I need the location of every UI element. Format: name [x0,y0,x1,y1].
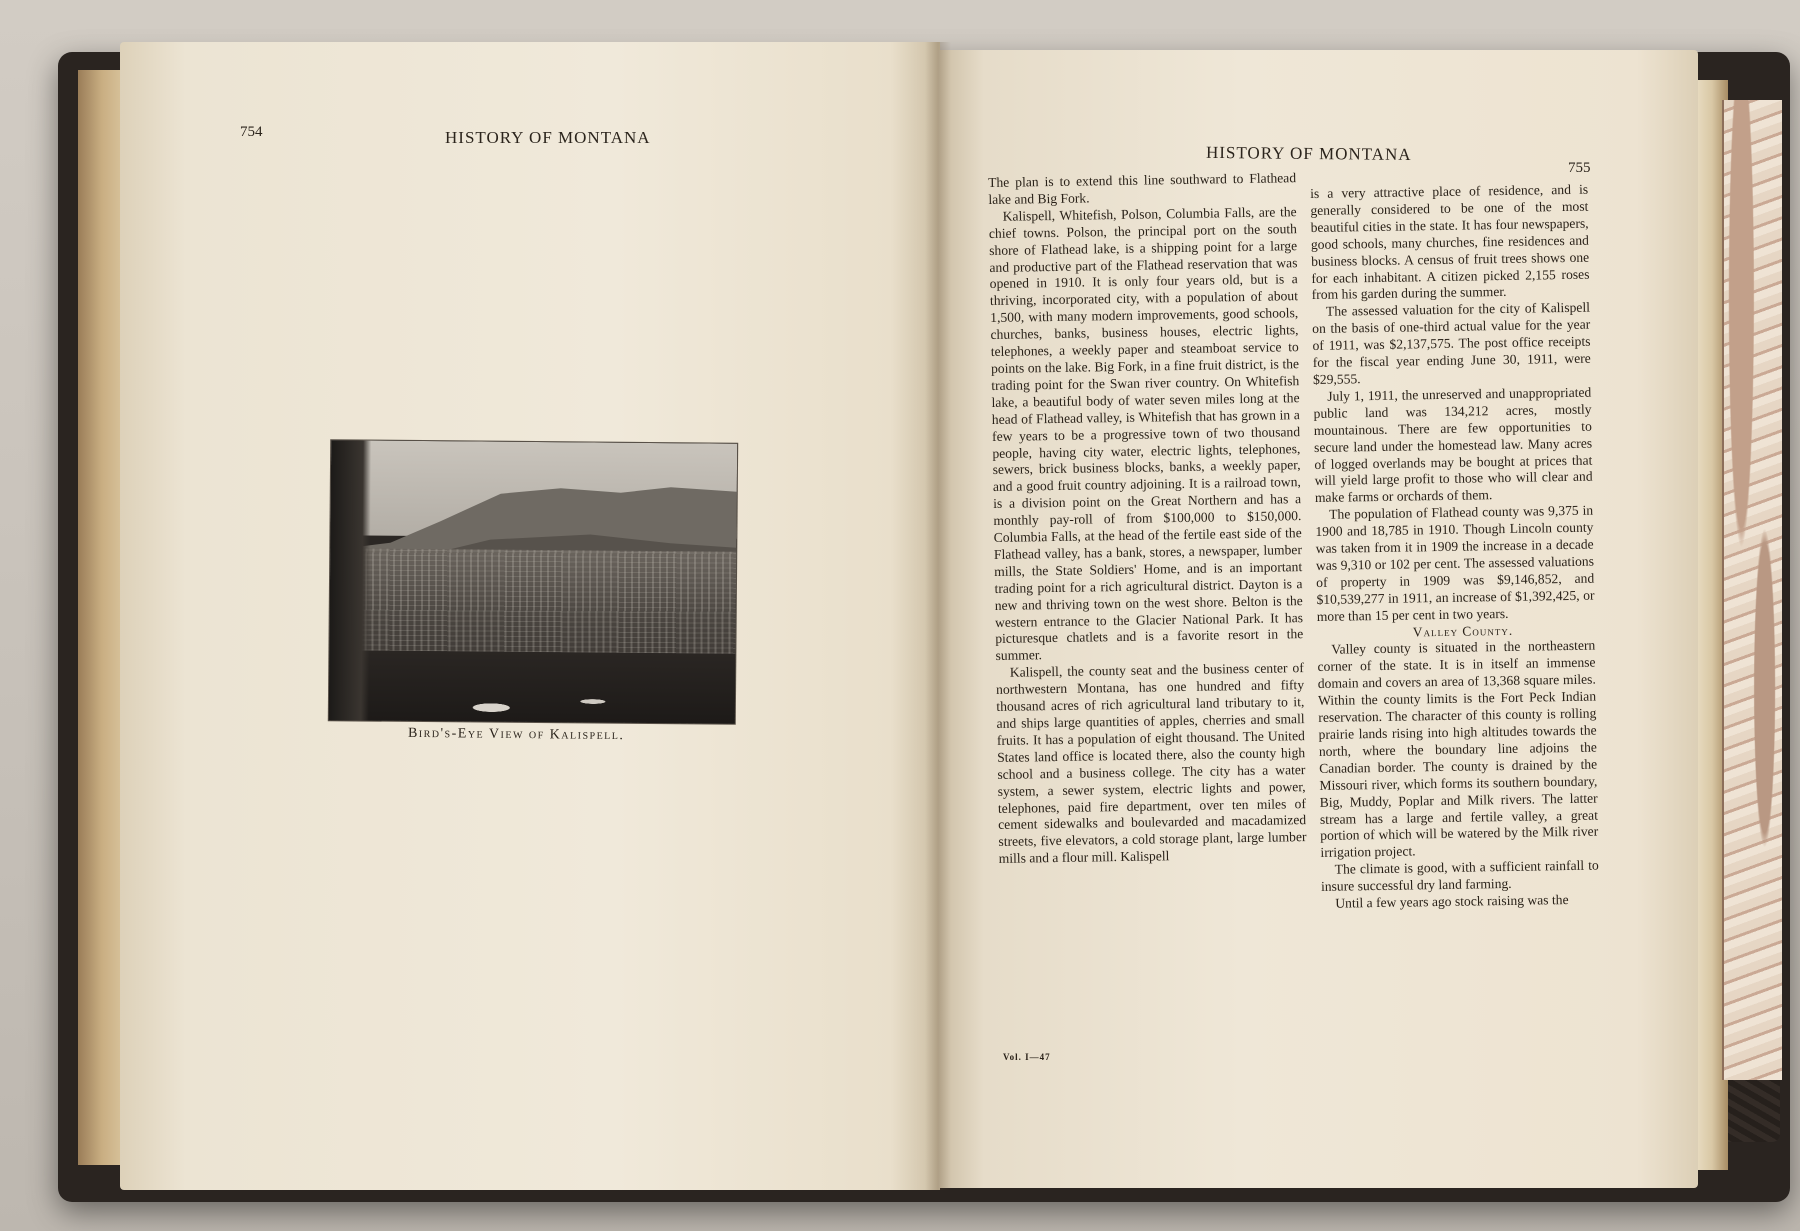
paragraph: is a very attractive place of residence, and is generally considered to be one of the most beautiful cities in the state. It has four newspapers, good schools, many churches, fine residences and business blocks. A census of fruit trees shows one for each inhabitant. A citizen picked 2,155 roses from his garden during the summer. [1310,181,1590,303]
paragraph: Kalispell, the county seat and the business center of northwestern Montana, has one hundred and fifty thousand acres of rich agricultural land tributary to it, and ships large quantities of apples, cherries and small fruits. It has a population of eight thousand. The United States land office is located there, also the county high school and a business college. The city has a water system, a sewer system, electric lights and power, telephones, paid fire department, over ten miles of cement sidewalks and boulevarded and macadamized streets, five elevators, a cold storage plant, large lumber mills and a flour mill. Kalispell [995,660,1307,867]
paragraph: Until a few years ago stock raising was the [1335,892,1569,911]
paragraph: Kalispell, Whitefish, Polson, Columbia Falls, are the chief towns. Polson, the principal port on the south shore of Flathead lake, is a shipping point for a large and productive part of the Flathead reservation that was opened in 1910. It is only four years old, but is a thriving, incorporated city, with a population of about 1,500, with many modern improvements, good schools, churches, banks, business houses, electric lights, telephones, a weekly paper and steamboat service to points on the lake. Big Fork, in a fine fruit district, is the trading point for the Swan river country. On Whitefish lake, a beautiful body of water seven miles long at the head of Flathead valley, is Whitefish that has grown in a few years to be a progressive town of two thousand people, having city water, electric lights, telephones, sewers, brick business blocks, banks, a weekly paper, and a good fruit country adjoining. It is a railroad town, is a division point on the Great Northern and has a monthly pay-roll of from $100,000 to $150,000. Columbia Falls, at the head of the fertile east side of the Flathead valley, has a bank, stores, a newspaper, lumber mills, the State Soldiers' Home, and is an important trading point for a rich agricultural district. Dayton is a new and thriving town on the west shore. Belton is the western entrance to the Glacier National Park. It has picturesque chatlets and is a favorite resort in the summer. [988,203,1304,664]
right-column-b [1310,182,1599,913]
paragraph: Valley county is situated in the northeastern corner of the state. It is in itself an immense domain and covers an area of 13,368 square miles. Within the county limits is the Fort Peck Indian reservation. The character of this county is rolling prairie lands rising into high altitudes towards the north, where the boundary line adjoins the Canadian border. The county is drained by the Missouri river, which forms its southern boundary, Big, Muddy, Poplar and Milk rivers. The latter stream has a large and fertile valley, a great portion of which will be watered by the Milk river irrigation project. [1317,638,1599,861]
right-running-head: HISTORY OF MONTANA [1205,142,1412,165]
signature-mark: Vol. I—47 [1003,1052,1051,1062]
paragraph: The plan is to extend this line southward to Flathead lake and Big Fork. [988,170,1297,207]
book-gutter [925,42,951,1190]
marbled-endpaper [1722,100,1782,1080]
left-running-head: HISTORY OF MONTANA [445,128,651,147]
kalispell-photo [329,440,737,724]
paragraph: The climate is good, with a sufficient rainfall to insure successful dry land farming. [1320,857,1599,895]
left-page-number: 754 [240,124,263,140]
right-column-a [988,170,1307,868]
photo-trees [329,440,371,720]
photo-caption: Bird's-Eye View of Kalispell. [407,725,625,744]
section-heading: Valley County. [1412,622,1514,640]
right-page-number: 755 [1568,160,1591,176]
paragraph: The assessed valuation for the city of Kalispell on the basis of one-third actual value for the year of 1911, was $2,137,575. The post office receipts for the fiscal year ending June 30, 1911, were $29,555. [1312,299,1591,387]
paragraph: July 1, 1911, the unreserved and unappropriated public land was 134,212 acres, mostly mountainous. There are few opportunities to secure land under the homestead law. Many acres of logged overlands may be bought at prices that will yield large profit to those who will clear and make farms or orchards of them. [1313,384,1593,506]
paragraph: The population of Flathead county was 9,375 in 1900 and 18,785 in 1910. Though Lincoln county was taken from it in 1909 the increase in a decade was 9,310 or 102 per cent. The assessed valuations of property in 1909 was $9,146,852, and $10,539,277 in 1911, an increase of $1,392,425, or more than 15 per cent in two years. [1315,502,1595,624]
photo-foreground [329,650,736,724]
